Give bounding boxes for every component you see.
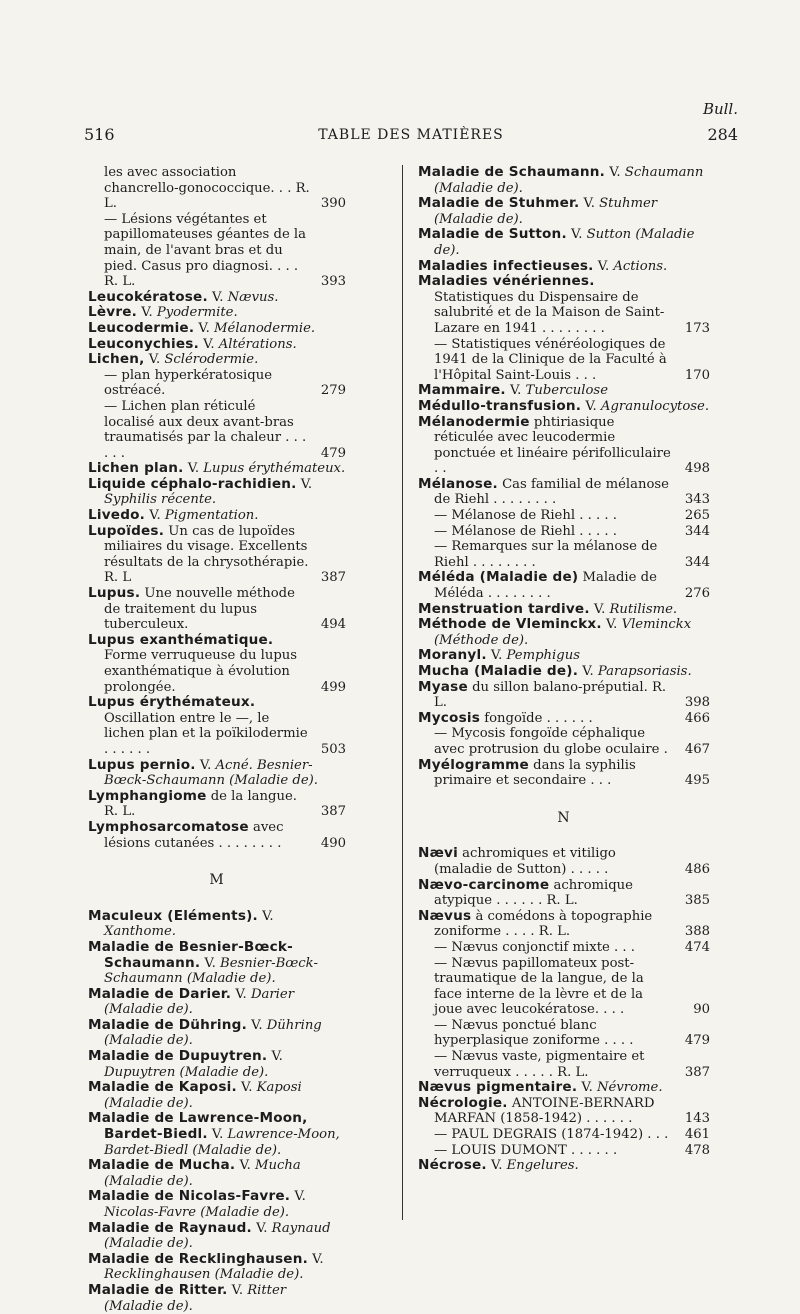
right-column xyxy=(418,165,710,1174)
entry-headword: Maladie de Stuhmer. xyxy=(418,195,580,212)
entry-reference: Recklinghausen (Maladie de). xyxy=(104,1267,304,1283)
entry-reference: Kaposi (Maladie de). xyxy=(104,1080,302,1111)
entry-text: à comédons à topographie zoniforme . . . . R. L. xyxy=(434,908,653,940)
index-subentry xyxy=(104,399,346,461)
entry-text: ANTOINE-BERNARD MARFAN (1858-1942) . . . . . . xyxy=(434,1095,655,1127)
entry-text: V. xyxy=(198,336,219,352)
entry-reference: Rutilisme. xyxy=(609,601,678,617)
entry-page-number: 474 xyxy=(684,939,710,955)
index-entry xyxy=(88,695,346,757)
entry-page-number: 387 xyxy=(320,804,346,820)
entry-headword: Maladie de Ritter. xyxy=(88,1281,228,1298)
entry-text: — Remarques sur la mélanose de Riehl . . . . . . . . xyxy=(434,539,658,570)
entry-reference: Mélanodermie. xyxy=(214,320,316,336)
section-letter: N xyxy=(557,809,571,826)
entry-text: V. xyxy=(486,648,507,664)
entry-text: V. xyxy=(290,1189,306,1205)
entry-headword: Maladies vénériennes. xyxy=(418,273,595,290)
page-number: 516 xyxy=(84,125,115,144)
entry-reference: Tuberculose xyxy=(525,383,608,399)
entry-page-number: 344 xyxy=(684,554,710,570)
entry-headword: Mélanose. xyxy=(418,475,498,492)
index-subentry xyxy=(434,508,710,524)
entry-headword: Méthode de Vleminckx. xyxy=(418,616,602,633)
entry-text: V. xyxy=(194,320,215,336)
entry-text: du sillon balano-préputial. R. L. xyxy=(434,679,667,711)
entry-headword: Lèvre. xyxy=(88,304,138,321)
index-entry xyxy=(418,570,710,601)
entry-reference: Dühring (Maladie de). xyxy=(104,1017,322,1049)
entry-page-number: 461 xyxy=(684,1127,710,1143)
entry-page-number: 279 xyxy=(320,383,346,399)
entry-text: V. xyxy=(581,398,601,414)
index-entry xyxy=(88,1283,346,1314)
entry-text: — Mélanose de Riehl . . . . . xyxy=(434,508,617,524)
index-subentry xyxy=(434,1049,710,1080)
running-header: Bull. xyxy=(702,100,738,118)
entry-reference: Raynaud (Maladie de). xyxy=(104,1220,331,1252)
entry-text: — Nævus papillomateux post-traumatique de la langue, de la face interne de la lèvre et de la joue avec leucokératose. . . . xyxy=(434,955,644,1018)
entry-page-number: 90 xyxy=(693,1002,710,1018)
entry-reference: Pigmentation. xyxy=(164,508,259,524)
entry-headword: Lichen plan. xyxy=(88,460,184,477)
entry-headword: Myase xyxy=(418,678,468,695)
entry-page-number: 467 xyxy=(684,741,710,757)
entry-text: V. xyxy=(227,1282,248,1298)
entry-headword: Maladie de Kaposi. xyxy=(88,1079,237,1096)
entry-text: — Mycosis fongoïde céphalique avec protrusion du globe oculaire . xyxy=(434,726,668,757)
entry-text: Un cas de lupoïdes miliaires du visage. Excellents résultats de la chrysothérapie. R. L xyxy=(104,523,309,586)
index-subentry xyxy=(434,539,710,570)
entry-reference: Sutton (Maladie de). xyxy=(434,227,695,258)
entry-headword: Maculeux (Eléments). xyxy=(88,907,258,924)
entry-headword: Lichen, xyxy=(88,351,145,368)
index-entry xyxy=(88,290,346,306)
entry-headword: Maladie de Schaumann. xyxy=(418,164,605,180)
index-entry xyxy=(88,321,346,337)
entry-page-number: 276 xyxy=(684,586,710,602)
entry-page-number: 170 xyxy=(684,367,710,383)
index-entry xyxy=(418,259,710,275)
index-entry xyxy=(418,758,710,789)
entry-page-number: 398 xyxy=(684,695,710,711)
index-entry xyxy=(418,274,710,336)
entry-text: V. xyxy=(246,1017,267,1033)
entry-page-number: 173 xyxy=(684,320,710,336)
entry-headword: Maladie de Lawrence-Moon, Bardet-Biedl. xyxy=(88,1110,308,1143)
entry-reference: Syphilis récente. xyxy=(104,492,217,508)
column-divider xyxy=(402,165,403,1220)
index-entry xyxy=(88,909,346,940)
index-subentry xyxy=(104,165,346,212)
volume-number: 284 xyxy=(707,125,738,144)
index-subentry xyxy=(434,1018,710,1049)
entry-headword: Nævo-carcinome xyxy=(418,876,550,893)
entry-headword: Nécrologie. xyxy=(418,1094,508,1111)
entry-headword: Maladie de Besnier-Bœck-Schaumann. xyxy=(88,938,293,971)
entry-text: V. xyxy=(200,955,221,971)
entry-page-number: 478 xyxy=(684,1142,710,1158)
index-entry xyxy=(418,399,710,415)
entry-reference: Nicolas-Favre (Maladie de). xyxy=(104,1205,290,1220)
entry-headword: Lupus exanthématique. xyxy=(88,631,274,648)
index-subentry xyxy=(434,940,710,956)
index-entry xyxy=(418,711,710,727)
entry-headword: Nævus xyxy=(418,907,472,924)
entry-reference: Altérations. xyxy=(218,336,297,352)
index-subentry xyxy=(434,337,710,384)
index-entry xyxy=(88,1252,346,1283)
entry-text: les avec association chancrello-gonococcique. . . R. L. xyxy=(104,165,310,212)
entry-headword: Myélogramme xyxy=(418,756,529,773)
entry-text: Oscillation entre le —, le lichen plan et la poïkilodermie . . . . . . xyxy=(104,710,308,757)
entry-page-number: 503 xyxy=(320,741,346,757)
entry-text: V. xyxy=(267,1049,283,1065)
entry-headword: Lupoïdes. xyxy=(88,522,165,539)
index-entry xyxy=(418,664,710,680)
entry-text: V. xyxy=(296,476,313,492)
index-entry xyxy=(88,586,346,633)
entry-text: V. xyxy=(307,1251,324,1267)
entry-text: phtiriasique réticulée avec leucodermie ponctuée et linéaire périfolliculaire . . xyxy=(434,414,671,477)
index-entry xyxy=(88,1080,346,1111)
entry-reference: Besnier-Bœck-Schaumann (Maladie de). xyxy=(104,955,318,987)
entry-headword: Maladie de Mucha. xyxy=(88,1157,236,1174)
entry-text: V. xyxy=(137,305,157,321)
entry-text: dans la syphilis primaire et secondaire . . . xyxy=(434,757,636,789)
entry-headword: Maladie de Sutton. xyxy=(418,226,567,243)
entry-reference: Pyodermite. xyxy=(156,305,238,321)
index-entry xyxy=(88,477,346,508)
entry-text: — Statistiques vénéréologiques de 1941 de la Clinique de la Faculté à l'Hôpital Saint-Louis . . . xyxy=(434,336,667,383)
entry-headword: Mycosis xyxy=(418,709,481,726)
index-entry xyxy=(418,680,710,711)
index-entry xyxy=(418,1096,710,1127)
entry-headword: Médullo-transfusion. xyxy=(418,397,582,414)
entry-text: V. xyxy=(257,908,274,924)
index-entry xyxy=(88,352,346,368)
index-entry xyxy=(418,415,710,477)
entry-text: V. xyxy=(593,258,614,274)
index-entry xyxy=(88,940,346,987)
index-entry xyxy=(88,758,346,789)
index-entry xyxy=(418,227,710,258)
entry-text: — Nævus conjonctif mixte . . . xyxy=(434,939,635,955)
index-entry xyxy=(88,987,346,1018)
index-entry xyxy=(418,846,710,877)
index-entry xyxy=(418,165,710,196)
index-subentry xyxy=(434,956,710,1018)
entry-text: V. xyxy=(145,508,165,524)
entry-text: V. xyxy=(236,1080,257,1096)
entry-headword: Leucokératose. xyxy=(88,288,208,305)
index-entry xyxy=(88,1018,346,1049)
index-entry xyxy=(88,789,346,820)
entry-text: achromiques et vitiligo (maladie de Sutton) . . . . . xyxy=(434,846,616,877)
index-entry xyxy=(88,1189,346,1220)
page-header xyxy=(84,125,738,145)
entry-page-number: 343 xyxy=(684,492,710,508)
index-entry xyxy=(88,633,346,695)
entry-text: V. xyxy=(251,1220,272,1236)
index-entry xyxy=(88,337,346,353)
entry-headword: Maladies infectieuses. xyxy=(418,257,594,274)
entry-text: V. xyxy=(207,289,228,305)
index-entry xyxy=(418,909,710,940)
entry-text: V. xyxy=(566,227,587,243)
entry-text: de la langue. R. L. xyxy=(104,788,297,820)
entry-reference: Schaumann (Maladie de). xyxy=(434,165,704,196)
entry-reference: Névrome. xyxy=(596,1080,663,1096)
entry-headword: Mélanodermie xyxy=(418,413,530,430)
entry-text: — LOUIS DUMONT . . . . . . xyxy=(434,1142,618,1158)
index-entry xyxy=(88,508,346,524)
index-entry xyxy=(88,305,346,321)
entry-headword: Mucha (Maladie de). xyxy=(418,663,579,679)
entry-page-number: 479 xyxy=(320,445,346,461)
entry-page-number: 388 xyxy=(684,924,710,940)
entry-reference: Agranulocytose. xyxy=(600,398,710,414)
entry-headword: Maladie de Darier. xyxy=(88,985,232,1002)
entry-page-number: 387 xyxy=(320,570,346,586)
entry-reference: Parapsoriasis. xyxy=(597,664,692,679)
entry-headword: Lupus érythémateux. xyxy=(88,694,256,711)
entry-text: — Lésions végétantes et papillomateuses géantes de la main, de l'avant bras et du pied. Casus pro diagnosi. . . . R. L. xyxy=(104,211,307,290)
entry-text: Maladie de Méléda . . . . . . . . xyxy=(434,570,657,602)
entry-headword: Méléda (Maladie de) xyxy=(418,569,579,586)
index-entry xyxy=(88,1049,346,1080)
entry-reference: Stuhmer (Maladie de). xyxy=(434,196,658,227)
entry-text: V. xyxy=(486,1158,507,1174)
entry-page-number: 265 xyxy=(684,508,710,524)
index-entry xyxy=(88,820,346,851)
index-entry xyxy=(88,461,346,477)
index-subentry xyxy=(434,524,710,540)
entry-headword: Leucodermie. xyxy=(88,319,195,336)
entry-headword: Maladie de Nicolas-Favre. xyxy=(88,1188,291,1205)
entry-text: V. xyxy=(589,601,610,617)
index-subentry xyxy=(104,368,346,399)
entry-text: V. xyxy=(183,461,204,477)
entry-text: V. xyxy=(207,1127,228,1143)
entry-headword: Nécrose. xyxy=(418,1157,487,1174)
entry-headword: Nævus pigmentaire. xyxy=(418,1079,578,1096)
left-column xyxy=(88,165,346,1314)
entry-reference: Vleminckx (Méthode de). xyxy=(434,617,692,648)
entry-headword: Lupus. xyxy=(88,585,141,602)
index-subentry xyxy=(104,212,346,290)
entry-text: — Mélanose de Riehl . . . . . xyxy=(434,523,617,539)
index-entry xyxy=(418,617,710,648)
entry-page-number: 385 xyxy=(684,893,710,909)
entry-page-number: 494 xyxy=(320,617,346,633)
entry-headword: Liquide céphalo-rachidien. xyxy=(88,475,297,492)
entry-headword: Maladie de Recklinghausen. xyxy=(88,1250,308,1267)
index-entry xyxy=(418,602,710,618)
entry-text: — Nævus ponctué blanc hyperplasique zoniforme . . . . xyxy=(434,1017,634,1049)
index-entry xyxy=(418,878,710,909)
entry-page-number: 344 xyxy=(684,523,710,539)
entry-page-number: 498 xyxy=(684,461,710,477)
entry-text: V. xyxy=(605,165,625,180)
entry-text: V. xyxy=(577,1080,597,1096)
entry-page-number: 466 xyxy=(684,710,710,726)
entry-reference: Actions. xyxy=(613,258,668,274)
entry-text: V. xyxy=(231,986,251,1002)
entry-text: Forme verruqueuse du lupus exanthématique à évolution prolongée. xyxy=(104,648,298,695)
entry-headword: Leuconychies. xyxy=(88,335,199,352)
entry-text: V. xyxy=(578,664,598,679)
index-subentry xyxy=(434,726,710,757)
index-entry xyxy=(418,1158,710,1174)
entry-text: — Lichen plan réticulé localisé aux deux avant-bras traumatisés par la chaleur . . . . . . xyxy=(104,398,307,461)
entry-text: V. xyxy=(579,196,600,212)
entry-page-number: 499 xyxy=(320,679,346,695)
entry-headword: Lupus pernio. xyxy=(88,756,196,773)
index-entry xyxy=(88,524,346,586)
index-entry xyxy=(418,648,710,664)
entry-headword: Lymphosarcomatose xyxy=(88,818,249,835)
entry-reference: Sclérodermie. xyxy=(164,352,259,368)
page-title: TABLE DES MATIÈRES xyxy=(318,127,504,143)
entry-text: V. xyxy=(144,352,165,368)
entry-reference: Lupus érythémateux. xyxy=(203,461,346,477)
entry-headword: Maladie de Dühring. xyxy=(88,1016,247,1033)
entry-text: Cas familial de mélanose de Riehl . . . . . . . . xyxy=(434,476,669,508)
entry-reference: Xanthome. xyxy=(104,924,176,940)
entry-page-number: 495 xyxy=(684,773,710,789)
entry-text: — plan hyperkératosique ostréacé. xyxy=(104,367,273,399)
entry-text: — Nævus vaste, pigmentaire et verruqueux . . . . . R. L. xyxy=(434,1049,645,1080)
entry-headword: Mammaire. xyxy=(418,382,506,399)
section-letter: M xyxy=(209,872,225,889)
entry-page-number: 490 xyxy=(320,835,346,851)
index-entry xyxy=(418,1080,710,1096)
entry-page-number: 390 xyxy=(320,196,346,212)
entry-page-number: 143 xyxy=(684,1111,710,1127)
entry-page-number: 479 xyxy=(684,1033,710,1049)
entry-reference: Dupuytren (Maladie de). xyxy=(104,1064,269,1080)
entry-reference: Ritter (Maladie de). xyxy=(104,1282,287,1314)
entry-reference: Darier (Maladie de). xyxy=(104,986,295,1018)
index-entry xyxy=(88,1221,346,1252)
entry-headword: Menstruation tardive. xyxy=(418,600,590,617)
index-entry xyxy=(418,477,710,508)
entry-headword: Nævi xyxy=(418,845,458,862)
entry-text: Statistiques du Dispensaire de salubrité et de la Maison de Saint-Lazare en 1941 . . . . . . . . xyxy=(434,289,665,336)
entry-reference: Engelures. xyxy=(506,1158,579,1174)
entry-reference: Mucha (Maladie de). xyxy=(104,1158,301,1189)
index-entry xyxy=(88,1158,346,1189)
index-entry xyxy=(88,1111,346,1158)
entry-text: Une nouvelle méthode de traitement du lupus tuberculeux. xyxy=(104,586,295,633)
index-entry xyxy=(418,196,710,227)
entry-page-number: 486 xyxy=(684,861,710,877)
entry-text: achromique atypique . . . . . . R. L. xyxy=(434,877,633,909)
entry-reference: Acné. Besnier-Bœck-Schaumann (Maladie de). xyxy=(104,757,318,789)
entry-page-number: 387 xyxy=(684,1064,710,1080)
index-entry xyxy=(418,383,710,399)
entry-reference: Nævus. xyxy=(227,289,279,305)
entry-headword: Lymphangiome xyxy=(88,787,207,804)
entry-text: V. xyxy=(235,1158,256,1174)
entry-text: avec lésions cutanées . . . . . . . . xyxy=(104,819,284,851)
entry-headword: Moranyl. xyxy=(418,647,487,664)
entry-reference: Lawrence-Moon, Bardet-Biedl (Maladie de). xyxy=(104,1127,340,1158)
entry-page-number: 393 xyxy=(320,274,346,290)
entry-text: V. xyxy=(195,757,216,773)
index-subentry xyxy=(434,1127,710,1143)
entry-headword: Maladie de Dupuytren. xyxy=(88,1048,268,1065)
entry-reference: Pemphigus xyxy=(506,648,580,664)
entry-text: fongoïde . . . . . . xyxy=(480,710,593,726)
entry-text: V. xyxy=(601,617,622,633)
entry-headword: Livedo. xyxy=(88,507,146,524)
entry-headword: Maladie de Raynaud. xyxy=(88,1219,252,1236)
index-subentry xyxy=(434,1143,710,1159)
entry-text: V. xyxy=(505,383,526,399)
entry-text: — PAUL DEGRAIS (1874-1942) . . . xyxy=(434,1127,669,1143)
